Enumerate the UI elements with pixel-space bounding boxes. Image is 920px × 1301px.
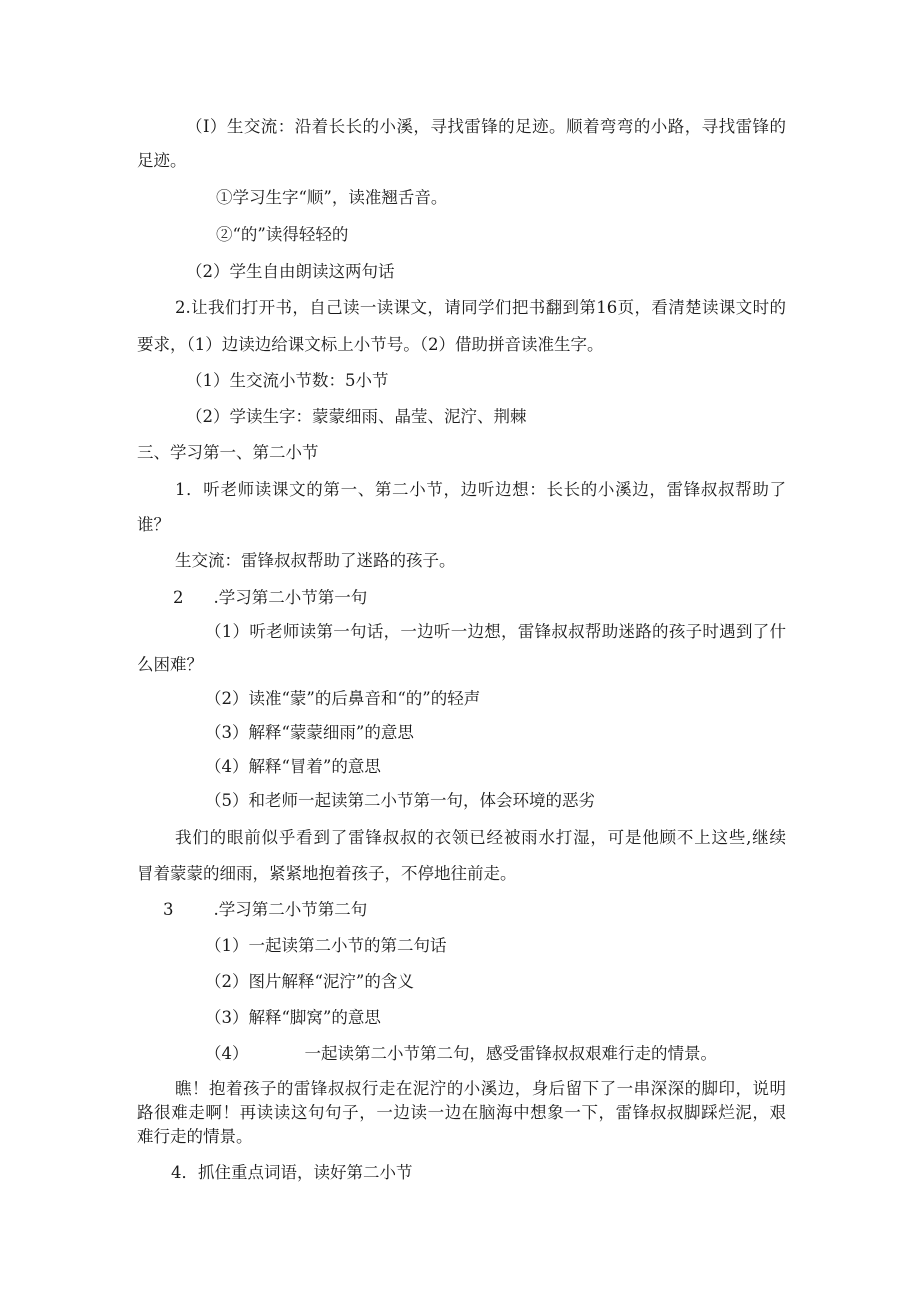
text-line: ①学习生字“顺”，读准翘舌音。 — [216, 188, 448, 207]
numbered-line — [173, 588, 367, 608]
numbered-line — [205, 1044, 717, 1064]
text-line: （4）解释“冒着”的意思 — [205, 757, 381, 776]
text-line: 4．抓住重点词语，读好第二小节 — [171, 1163, 413, 1182]
text-line: 么困难？ — [137, 655, 203, 674]
text-line: （2）读准“蒙”的后鼻音和“的”的轻声 — [205, 689, 481, 708]
text-line: （2）学生自由朗读这两句话 — [186, 262, 395, 281]
text-line: 我们的眼前似乎看到了雷锋叔叔的衣领已经被雨水打湿，可是他顾不上这些,继续 — [175, 828, 786, 847]
text-line: （5）和老师一起读第二小节第一句，体会环境的恶劣 — [205, 791, 595, 810]
text-line: 2.让我们打开书，自己读一读课文，请同学们把书翻到第16页，看清楚读课文时的 — [175, 298, 786, 317]
text-line: 1．听老师读课文的第一、第二小节，边听边想：长长的小溪边，雷锋叔叔帮助了 — [175, 480, 786, 499]
text-line: 冒着蒙蒙的细雨，紧紧地抱着孩子，不停地往前走。 — [137, 864, 517, 883]
text-line: （3）解释“蒙蒙细雨”的意思 — [205, 723, 414, 742]
item-number: 2 — [173, 588, 184, 607]
text-line: （1）生交流小节数：5小节 — [186, 371, 389, 390]
item-text: 一起读第二小节第二句，感受雷锋叔叔艰难行走的情景。 — [304, 1044, 717, 1063]
text-line: ②“的”读得轻轻的 — [216, 225, 349, 244]
numbered-line — [163, 900, 367, 920]
text-line: 足迹。 — [137, 151, 187, 170]
text-line: 难行走的情景。 — [137, 1127, 253, 1146]
item-text: .学习第二小节第一句 — [213, 588, 368, 607]
text-line: 瞧！抱着孩子的雷锋叔叔行走在泥泞的小溪边，身后留下了一串深深的脚印，说明 — [175, 1079, 786, 1098]
text-line: 生交流：雷锋叔叔帮助了迷路的孩子。 — [175, 551, 456, 570]
text-line: 谁？ — [137, 515, 170, 534]
text-line: （2）图片解释“泥泞”的含义 — [205, 972, 414, 991]
item-number: （4） — [205, 1044, 249, 1063]
text-line: （I）生交流：沿着长长的小溪，寻找雷锋的足迹。顺着弯弯的小路，寻找雷锋的 — [186, 117, 786, 136]
item-text: .学习第二小节第二句 — [213, 900, 368, 919]
text-line: 要求，（1）边读边给课文标上小节号。（2）借助拼音读准生字。 — [137, 335, 604, 354]
text-line: （3）解释“脚窝”的意思 — [205, 1008, 381, 1027]
section-heading: 三、学习第一、第二小节 — [137, 443, 319, 462]
text-line: （2）学读生字：蒙蒙细雨、晶莹、泥泞、荆棘 — [186, 407, 527, 426]
text-line: （1）听老师读第一句话，一边听一边想，雷锋叔叔帮助迷路的孩子时遇到了什 — [205, 622, 786, 641]
text-line: 路很难走啊！再读读这句句子，一边读一边在脑海中想象一下，雷锋叔叔脚踩烂泥，艰 — [137, 1103, 786, 1122]
text-line: （1）一起读第二小节的第二句话 — [205, 936, 447, 955]
item-number: 3 — [163, 900, 174, 919]
